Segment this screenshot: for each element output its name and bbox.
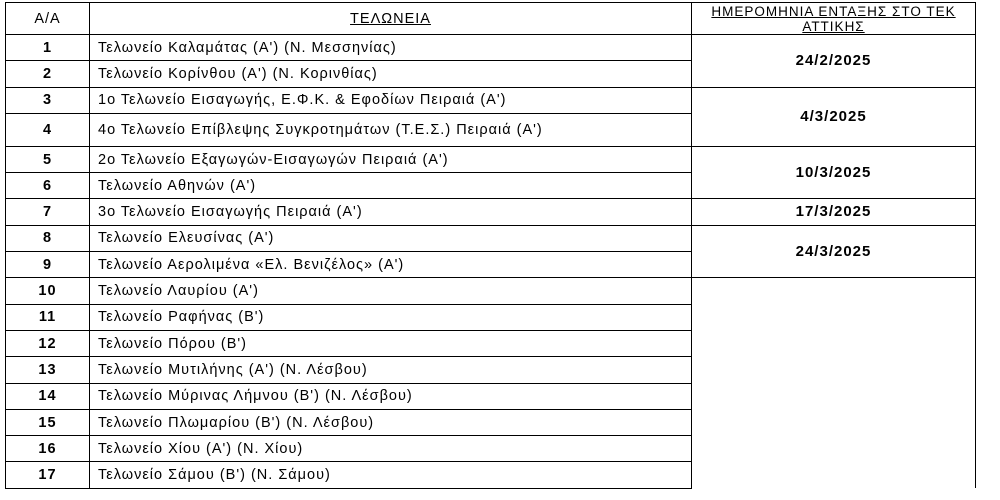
office-name: Τελωνείο Μύρινας Λήμνου (Β') (Ν. Λέσβου) [90, 383, 692, 409]
row-number: 16 [6, 436, 90, 462]
office-name: 4ο Τελωνείο Επίβλεψης Συγκροτημάτων (Τ.Ε.Σ.) Πειραιά (Α') [90, 113, 692, 146]
office-name: Τελωνείο Πλωμαρίου (Β') (Ν. Λέσβου) [90, 409, 692, 435]
customs-table [5, 2, 976, 489]
office-name: Τελωνείο Σάμου (Β') (Ν. Σάμου) [90, 462, 692, 488]
row-number: 15 [6, 409, 90, 435]
office-name: 1ο Τελωνείο Εισαγωγής, Ε.Φ.Κ. & Εφοδίων Πειραιά (Α') [90, 87, 692, 113]
office-name: Τελωνείο Αερολιμένα «Ελ. Βενιζέλος» (Α') [90, 252, 692, 278]
office-name: Τελωνείο Αθηνών (Α') [90, 173, 692, 199]
table-row [6, 87, 976, 113]
office-name: Τελωνείο Λαυρίου (Α') [90, 278, 692, 304]
office-name: Τελωνείο Καλαμάτας (Α') (Ν. Μεσσηνίας) [90, 35, 692, 61]
table-row [6, 35, 976, 61]
date-cell: 17/3/2025 [692, 199, 976, 225]
table-row [6, 146, 976, 172]
row-number: 13 [6, 357, 90, 383]
date-cell: 4/3/2025 [692, 87, 976, 146]
empty-date-cell [692, 278, 976, 488]
row-number: 14 [6, 383, 90, 409]
row-number: 6 [6, 173, 90, 199]
date-cell: 24/2/2025 [692, 35, 976, 88]
office-name: Τελωνείο Κορίνθου (Α') (Ν. Κορινθίας) [90, 61, 692, 87]
table-row [6, 199, 976, 225]
date-cell: 24/3/2025 [692, 225, 976, 278]
office-name: Τελωνείο Ραφήνας (Β') [90, 304, 692, 330]
office-name: Τελωνείο Χίου (Α') (Ν. Χίου) [90, 436, 692, 462]
row-number: 17 [6, 462, 90, 488]
table-row [6, 278, 976, 304]
row-number: 10 [6, 278, 90, 304]
row-number: 7 [6, 199, 90, 225]
office-name: Τελωνείο Μυτιλήνης (Α') (Ν. Λέσβου) [90, 357, 692, 383]
date-cell: 10/3/2025 [692, 146, 976, 199]
header-date [692, 3, 976, 35]
row-number: 9 [6, 252, 90, 278]
row-number: 8 [6, 225, 90, 251]
office-name: 3ο Τελωνείο Εισαγωγής Πειραιά (Α') [90, 199, 692, 225]
row-number: 5 [6, 146, 90, 172]
table-row [6, 225, 976, 251]
row-number: 11 [6, 304, 90, 330]
row-number: 12 [6, 330, 90, 356]
header-office [90, 3, 692, 35]
office-name: Τελωνείο Πόρου (Β') [90, 330, 692, 356]
header-row [6, 3, 976, 35]
office-name: 2ο Τελωνείο Εξαγωγών-Εισαγωγών Πειραιά (Α') [90, 146, 692, 172]
office-name: Τελωνείο Ελευσίνας (Α') [90, 225, 692, 251]
header-date-label: ΗΜΕΡΟΜΗΝΙΑ ΕΝΤΑΞΗΣ ΣΤΟ ΤΕΚ ΑΤΤΙΚΗΣ [711, 3, 956, 34]
row-number: 3 [6, 87, 90, 113]
header-office-label: ΤΕΛΩΝΕΙΑ [350, 10, 431, 27]
header-aa: Α/Α [6, 3, 90, 35]
row-number: 1 [6, 35, 90, 61]
row-number: 2 [6, 61, 90, 87]
row-number: 4 [6, 113, 90, 146]
